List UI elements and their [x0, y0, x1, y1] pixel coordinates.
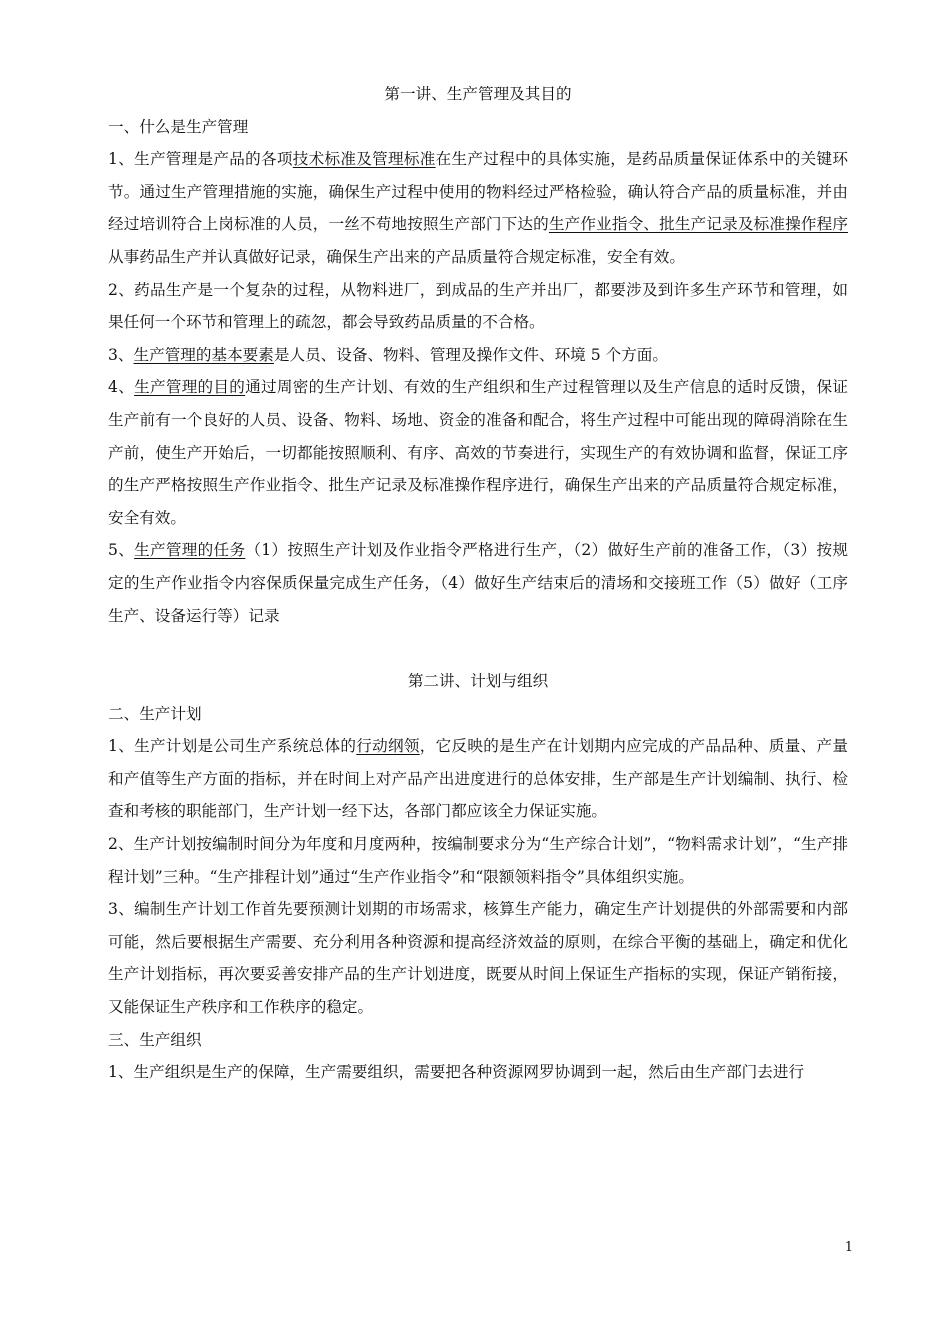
paragraph-2-1 — [108, 730, 848, 828]
page-number: 1 — [844, 1240, 853, 1255]
underlined-term: 行动纲领 — [356, 737, 420, 756]
paragraph-1-1 — [108, 143, 848, 273]
text-run: 1、生产计划是公司生产系统总体的 — [108, 737, 357, 756]
paragraph-2-3: 3、编制生产计划工作首先要预测计划期的市场需求，核算生产能力，确定生产计划提供的外部需要和内部可能，然后要根据生产需要、充分利用各种资源和提高经济效益的原则，在综合平衡的基础上，确定和优化生产计划指标，再次要妥善安排产品的生产计划进度，既要从时间上保证生产指标的实现，保证产销衔接，又能保证生产秩序和工作秩序的稳定。 — [108, 900, 848, 1017]
section-3-heading: 三、生产组织 — [108, 1030, 202, 1049]
underlined-term: 技术标准及管理标准 — [292, 150, 436, 169]
underlined-term: 生产管理的基本要素 — [133, 345, 274, 364]
text-run: 通过周密的生产计划、有效的生产组织和生产过程管理以及生产信息的适时反馈，保证生产前有一个良好的人员、设备、物料、场地、资金的准备和配合，将生产过程中可能出现的障碍消除在生产前，使生产开始后，一切都能按照顺利、有序、高效的节奏进行，实现生产的有效协调和监督，保证工序的生产严格按照生产作业指令、批生产记录及标准操作程序进行，确保生产出来的产品质量符合规定标准，安全有效。 — [108, 378, 848, 527]
paragraph-1-3 — [108, 339, 848, 372]
text-run: 是人员、设备、物料、管理及操作文件、环境 5 个方面。 — [273, 345, 668, 364]
section-spacer — [108, 632, 848, 665]
lecture-1-title: 第一讲、生产管理及其目的 — [384, 85, 572, 103]
text-run: 3、 — [108, 345, 134, 364]
text-run: 从事药品生产并认真做好记录，确保生产出来的产品质量符合规定标准，安全有效。 — [108, 247, 685, 266]
underlined-term: 生产作业指令、批生产记录及标准操作程序 — [548, 215, 848, 234]
text-run: 在生产过程中的具体实施，是药品质量保证体系中的关键环节。通过生产管理措施的实施，确保生产过程中使用的物料经过严格检验，确认符合产品的质量标准，并由经过培训符合上岗标准的人员，一丝不苟地按照生产部门下达的 — [108, 150, 848, 234]
text-run: ，它反映的是生产在计划期内应完成的产品品种、质量、产量和产值等生产方面的指标，并在时间上对产品产出进度进行的总体安排，生产部是生产计划编制、执行、检查和考核的职能部门，生产计划一经下达，各部门都应该全力保证实施。 — [108, 737, 848, 821]
lecture-2-title: 第二讲、计划与组织 — [407, 672, 549, 691]
paragraph-1-4 — [108, 371, 848, 534]
underlined-term: 生产管理的目的 — [134, 378, 246, 397]
paragraph-1-5 — [108, 534, 848, 632]
section-2-heading: 二、生产计划 — [108, 704, 202, 723]
text-run: 4、 — [108, 378, 135, 397]
text-run: （1）按照生产计划及作业指令严格进行生产，（2）做好生产前的准备工作，（3）按规定的生产作业指令内容保质保量完成生产任务，（4）做好生产结束后的清场和交接班工作（5）做好（工序生产、设备运行等）记录 — [108, 541, 848, 625]
paragraph-1-2: 2、药品生产是一个复杂的过程，从物料进厂，到成品的生产并出厂，都要涉及到许多生产环节和管理，如果任何一个环节和管理上的疏忽，都会导致药品质量的不合格。 — [108, 280, 848, 332]
paragraph-2-2: 2、生产计划按编制时间分为年度和月度两种，按编制要求分为“生产综合计划”，“物料需求计划”，“生产排程计划”三种。“生产排程计划”通过“生产作业指令”和“限额领料指令”具体组织实施。 — [108, 835, 848, 886]
text-run: 5、 — [108, 541, 135, 560]
paragraph-3-1: 1、生产组织是生产的保障，生产需要组织，需要把各种资源网罗协调到一起，然后由生产部门去进行 — [108, 1063, 805, 1082]
underlined-term: 生产管理的任务 — [134, 541, 246, 560]
section-1-heading: 一、什么是生产管理 — [108, 117, 249, 136]
document-body — [108, 78, 848, 1089]
text-run: 1、生产管理是产品的各项 — [108, 150, 293, 169]
